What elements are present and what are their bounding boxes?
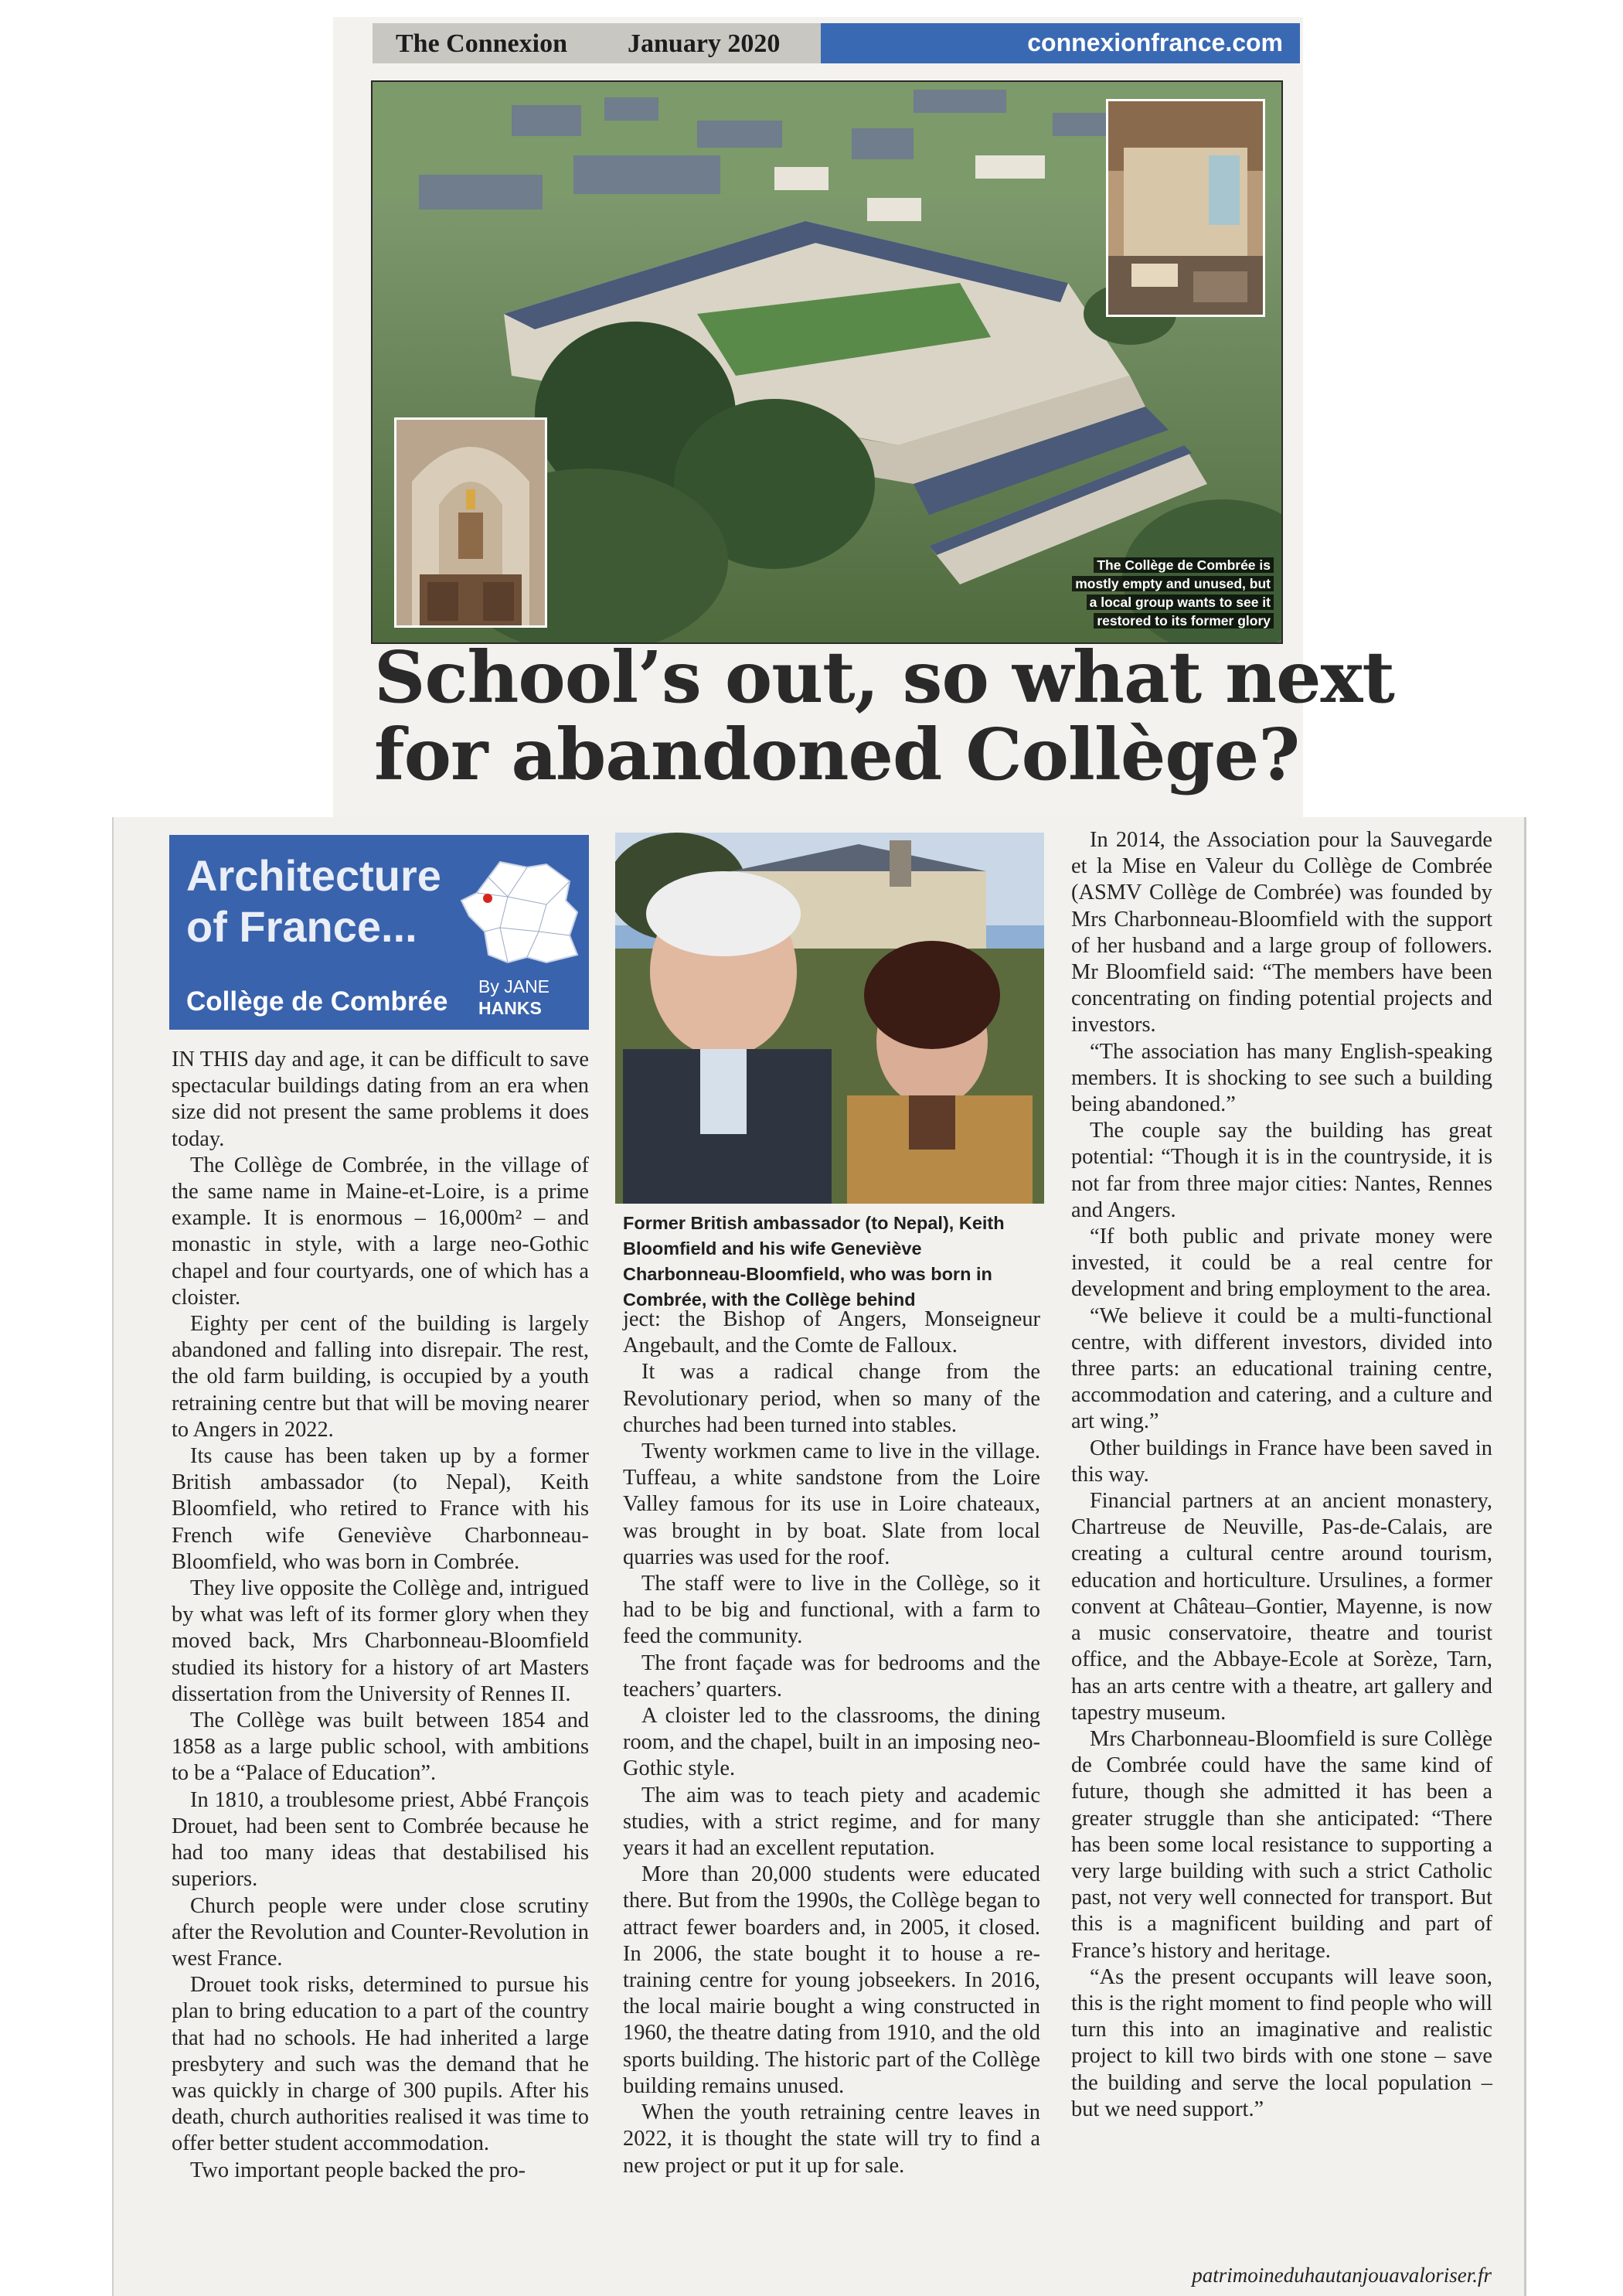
article-headline <box>374 635 1394 796</box>
paragraph: ject: the Bishop of Angers, Monseigneur Angebault, and the Comte de Falloux. <box>623 1307 1040 1358</box>
aerial-photo-caption <box>1057 556 1274 630</box>
interior-room-photo <box>1106 99 1265 317</box>
article-column-1 <box>172 1047 589 2184</box>
paragraph: The Collège de Combrée, in the village of the same name in Maine-et-Loire, is a prime example. It is enormous – 16,000m² – and monastic in style, with a large neo-Gothic chapel and four courtyards, one of which has a cloister. <box>172 1153 589 1310</box>
headline-line: School’s out, so what next <box>374 635 1394 719</box>
paragraph: The couple say the building has great potential: “Though it is in the countryside, it is not far from three major cities: Nantes, Rennes and Angers. <box>1071 1119 1492 1222</box>
paragraph: Mrs Charbonneau-Bloomfield is sure Collège de Combrée could have the same kind of future, though she admitted it has been a greater struggle than she anticipated: “There has been some local resistance to supporting a very large building with such a strict Catholic past, not very well connected for transport. But this is a magnificent building and part of France’s history and heritage. <box>1071 1726 1492 1963</box>
series-subject: Collège de Combrée <box>186 986 448 1017</box>
paragraph: “As the present occupants will leave soon, this is the right moment to find people who will turn this into an imaginative and realistic project to kill two birds with one stone – save the building and serve the local population – but we need support.” <box>1071 1964 1492 2121</box>
byline-author: HANKS <box>478 998 542 1018</box>
chapel-illustration <box>396 420 545 625</box>
paragraph: Financial partners at an ancient monastery, Chartreuse de Neuville, Pas-de-Calais, are creating a cultural centre around tourism, education and horticulture. Ursulines, a former convent at Château–Gontier, Mayenne, is now a music conservatoire, theatre and tourist office, and the Abbaye-Ecole at Sorèze, Tarn, has an arts centre with a theatre, art gallery and tapestry museum. <box>1071 1489 1492 1725</box>
series-box <box>169 835 589 1030</box>
paragraph: They live opposite the Collège and, intrigued by what was left of its former glory when they moved back, Mrs Charbonneau-Bloomfield studied its history for a history of art Masters dissertation from the University of Rennes II. <box>172 1576 589 1706</box>
paragraph: It was a radical change from the Revolutionary period, when so many of the churches had been turned into stables. <box>623 1360 1040 1437</box>
paragraph: “The association has many English-speaking members. It is shocking to see such a building being abandoned.” <box>1071 1039 1492 1117</box>
publication-name: The Connexion <box>396 29 567 58</box>
paragraph: The front façade was for bedrooms and the teachers’ quarters. <box>623 1650 1040 1702</box>
paragraph: “We believe it could be a multi-functional centre, with different investors, divided into three parts: an educational training centre, accommodation and catering, and a culture and art wing.” <box>1071 1303 1492 1434</box>
paragraph: In 2014, the Association pour la Sauvegarde et la Mise en Valeur du Collège de Combrée (ASMV Collège de Combrée) was founded by Mrs Charbonneau-Bloomfield with the support of her husband and a large group of followers. Mr Bloomfield said: “The members have been concentrating on finding potential projects and investors. <box>1071 828 1492 1037</box>
chapel-interior-photo <box>394 417 547 628</box>
paragraph: The staff were to live in the Collège, so it had to be big and functional, with a farm to feed the community. <box>623 1572 1040 1649</box>
paragraph: Drouet took risks, determined to pursue his plan to bring education to a part of the country that had no schools. He had inherited a large presbytery and such was the demand that he was quickly in charge of 300 pupils. After his death, church authorities realised it was time to offer better student accommodation. <box>172 1973 589 2156</box>
couple-portrait-illustration <box>615 833 1044 1204</box>
header-left <box>373 23 821 63</box>
caption-line: a local group wants to see it <box>1087 594 1274 610</box>
france-map-icon <box>454 858 585 966</box>
paragraph: More than 20,000 students were educated there. But from the 1990s, the Collège began to attract fewer boarders and, in 2005, it closed. In 2006, the state bought it to house a re-training centre for young jobseekers. In 2016, the local mairie bought a wing constructed in 1960, the theatre dating from 1910, and the old sports building. The historic part of the Collège building remains unused. <box>623 1862 1040 2098</box>
header-right <box>821 23 1300 63</box>
paragraph: When the youth retraining centre leaves in 2022, it is thought the state will try to find a new project or put it up for sale. <box>623 2100 1040 2178</box>
paragraph: Eighty per cent of the building is largely abandoned and falling into disrepair. The rest, the old farm building, is occupied by a youth retraining centre but that will be moving nearer to Angers in 2022. <box>172 1312 589 1442</box>
headline-line: for abandoned Collège? <box>374 713 1300 796</box>
series-title-line: Architecture <box>186 851 441 900</box>
paragraph: Other buildings in France have been saved in this way. <box>1071 1436 1492 1487</box>
source-credit: patrimoineduhautanjouavaloriser.fr <box>1192 2264 1492 2287</box>
caption-line: mostly empty and unused, but <box>1072 576 1274 591</box>
series-title-line: of France... <box>186 902 417 951</box>
paragraph: The Collège was built between 1854 and 1858 as a large public school, with ambitions to be a “Palace of Education”. <box>172 1708 589 1786</box>
paragraph: Its cause has been taken up by a former British ambassador (to Nepal), Keith Bloomfield, who retired to France with his French wife Geneviève Charbonneau-Bloomfield, who was born in Combrée. <box>172 1444 589 1574</box>
paragraph: “If both public and private money were invested, it could be a real centre for development and bring employment to the area. <box>1071 1225 1492 1302</box>
paragraph: The aim was to teach piety and academic studies, with a strict regime, and for many years it had an excellent reputation. <box>623 1783 1040 1861</box>
article-column-2 <box>623 1306 1040 2179</box>
issue-date: January 2020 <box>628 29 781 58</box>
page-header <box>373 23 1300 63</box>
byline-by: By JANE <box>478 976 550 996</box>
caption-line: restored to its former glory <box>1094 613 1274 629</box>
portrait-caption: Former British ambassador (to Nepal), Keith Bloomfield and his wife Geneviève Charbonneau-Bloomfield, who was born in Combrée, with the Collège behind <box>623 1213 1005 1310</box>
paragraph: In 1810, a troublesome priest, Abbé François Drouet, had been sent to Combrée because he had too many ideas that destabilised his superiors. <box>172 1787 589 1892</box>
byline <box>478 976 550 1019</box>
paragraph: Twenty workmen came to live in the village. Tuffeau, a white sandstone from the Loire Valley famous for its use in Loire chateaux, was brought in by boat. Slate from local quarries was used for the roof. <box>623 1439 1040 1569</box>
article-column-3 <box>1071 827 1492 2123</box>
paragraph: A cloister led to the classrooms, the dining room, and the chapel, built in an imposing neo-Gothic style. <box>623 1704 1040 1781</box>
couple-portrait-photo <box>615 833 1044 1204</box>
website-link[interactable]: connexionfrance.com <box>1027 29 1283 56</box>
paragraph: IN THIS day and age, it can be difficult to save spectacular buildings dating from an era when size did not present the same problems it does today. <box>172 1048 589 1151</box>
interior-room-illustration <box>1108 101 1263 315</box>
series-title <box>186 850 441 952</box>
caption-line: The Collège de Combrée is <box>1094 557 1274 573</box>
paragraph: Two important people backed the pro- <box>190 2158 526 2182</box>
paragraph: Church people were under close scrutiny after the Revolution and Counter-Revolution in west France. <box>172 1893 589 1971</box>
